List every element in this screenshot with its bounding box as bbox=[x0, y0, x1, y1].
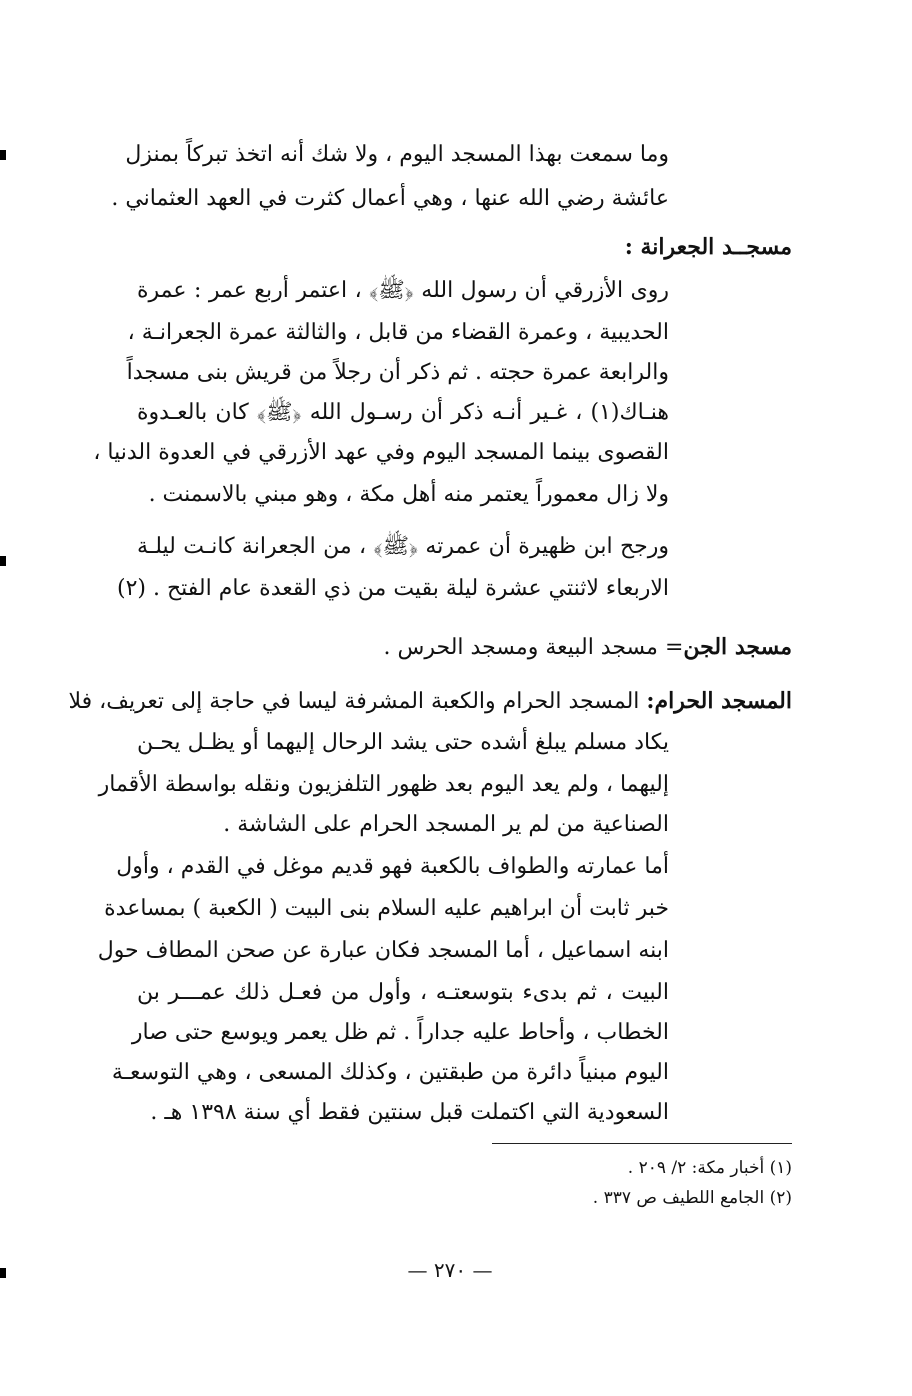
scan-mark bbox=[0, 1268, 6, 1278]
text-line: الحديبية ، وعمرة القضاء من قابل ، والثالثة عمرة الجعرانـة ، bbox=[127, 320, 669, 345]
text-line: هنـاك(١) ، غـير أنـه ذكر أن رسـول الله ﴿ﷺ﴾ كان بالعـدوة bbox=[137, 400, 669, 425]
text-line: عائشة رضي الله عنها ، وهي أعمال كثرت في العهد العثماني . bbox=[111, 186, 669, 211]
text-line: ابنه اسماعيل ، أما المسجد فكان عبارة عن صحن المطاف حول bbox=[97, 938, 669, 963]
text-line: القصوى بينما المسجد اليوم وفي عهد الأزرقي في العدوة الدنيا ، bbox=[93, 440, 669, 465]
page-number: — ٢٧٠ — bbox=[407, 1258, 493, 1282]
text-line: ولا زال معموراً يعتمر منه أهل مكة ، وهو مبني بالاسمنت . bbox=[148, 482, 669, 507]
text-line: الصناعية من لم ير المسجد الحرام على الشاشة . bbox=[223, 812, 669, 837]
text-line: خبر ثابت أن ابراهيم عليه السلام بنى البيت ( الكعبة ) بمساعدة bbox=[104, 896, 669, 921]
footnote: (١) أخبار مكة: ٢/ ٢٠٩ . bbox=[627, 1158, 792, 1178]
heading-term: المسجد الحرام: bbox=[646, 688, 792, 714]
section-heading: مسجــد الجعرانة : bbox=[624, 234, 792, 260]
text-line: روى الأزرقي أن رسول الله ﴿ﷺ﴾ ، اعتمر أربع عمر : عمرة bbox=[137, 278, 669, 303]
footnote-separator bbox=[492, 1143, 792, 1144]
text-line: الاربعاء لاثنتي عشرة ليلة بقيت من ذي القعدة عام الفتح . (٢) bbox=[116, 576, 669, 601]
text-line: ورجح ابن ظهيرة أن عمرته ﴿ﷺ﴾ ، من الجعرانة كانـت ليلـة bbox=[137, 534, 669, 559]
scan-mark bbox=[0, 556, 6, 566]
text-line: السعودية التي اكتملت قبل سنتين فقط أي سنة ١٣٩٨ هـ . bbox=[150, 1100, 669, 1125]
text-line: وما سمعت بهذا المسجد اليوم ، ولا شك أنه اتخذ تبركاً بمنزل bbox=[125, 142, 669, 167]
text-line: اليوم مبنياً دائرة من طبقتين ، وكذلك المسعى ، وهي التوسعـة bbox=[111, 1060, 669, 1085]
text-line: البيت ، ثم بدىء بتوسعتـه ، وأول من فعـل ذلك عمـــر بن bbox=[137, 980, 669, 1005]
section-heading bbox=[122, 632, 792, 663]
text-line: إليهما ، ولم يعد اليوم بعد ظهور التلفزيون ونقله بواسطة الأقمار bbox=[98, 772, 669, 797]
text-line: والرابعة عمرة حجته . ثم ذكر أن رجلاً من قريش بنى مسجداً bbox=[126, 360, 669, 385]
heading-definition: المسجد الحرام والكعبة المشرفة ليسا في حاجة إلى تعريف، فلا bbox=[68, 689, 647, 714]
heading-definition: = مسجد البيعة ومسجد الحرس . bbox=[383, 635, 684, 660]
text-line: الخطاب ، وأحاط عليه جداراً . ثم ظل يعمر ويوسع حتى صار bbox=[131, 1020, 669, 1045]
heading-term: مسجد الجن bbox=[683, 634, 792, 660]
section-heading bbox=[68, 686, 792, 717]
text-line: يكاد مسلم يبلغ أشده حتى يشد الرحال إليهما أو يظـل يحـن bbox=[137, 730, 669, 755]
scan-mark bbox=[0, 150, 6, 160]
footnote: (٢) الجامع اللطيف ص ٣٣٧ . bbox=[592, 1188, 792, 1208]
text-line: أما عمارته والطواف بالكعبة فهو قديم موغل في القدم ، وأول bbox=[116, 854, 669, 879]
